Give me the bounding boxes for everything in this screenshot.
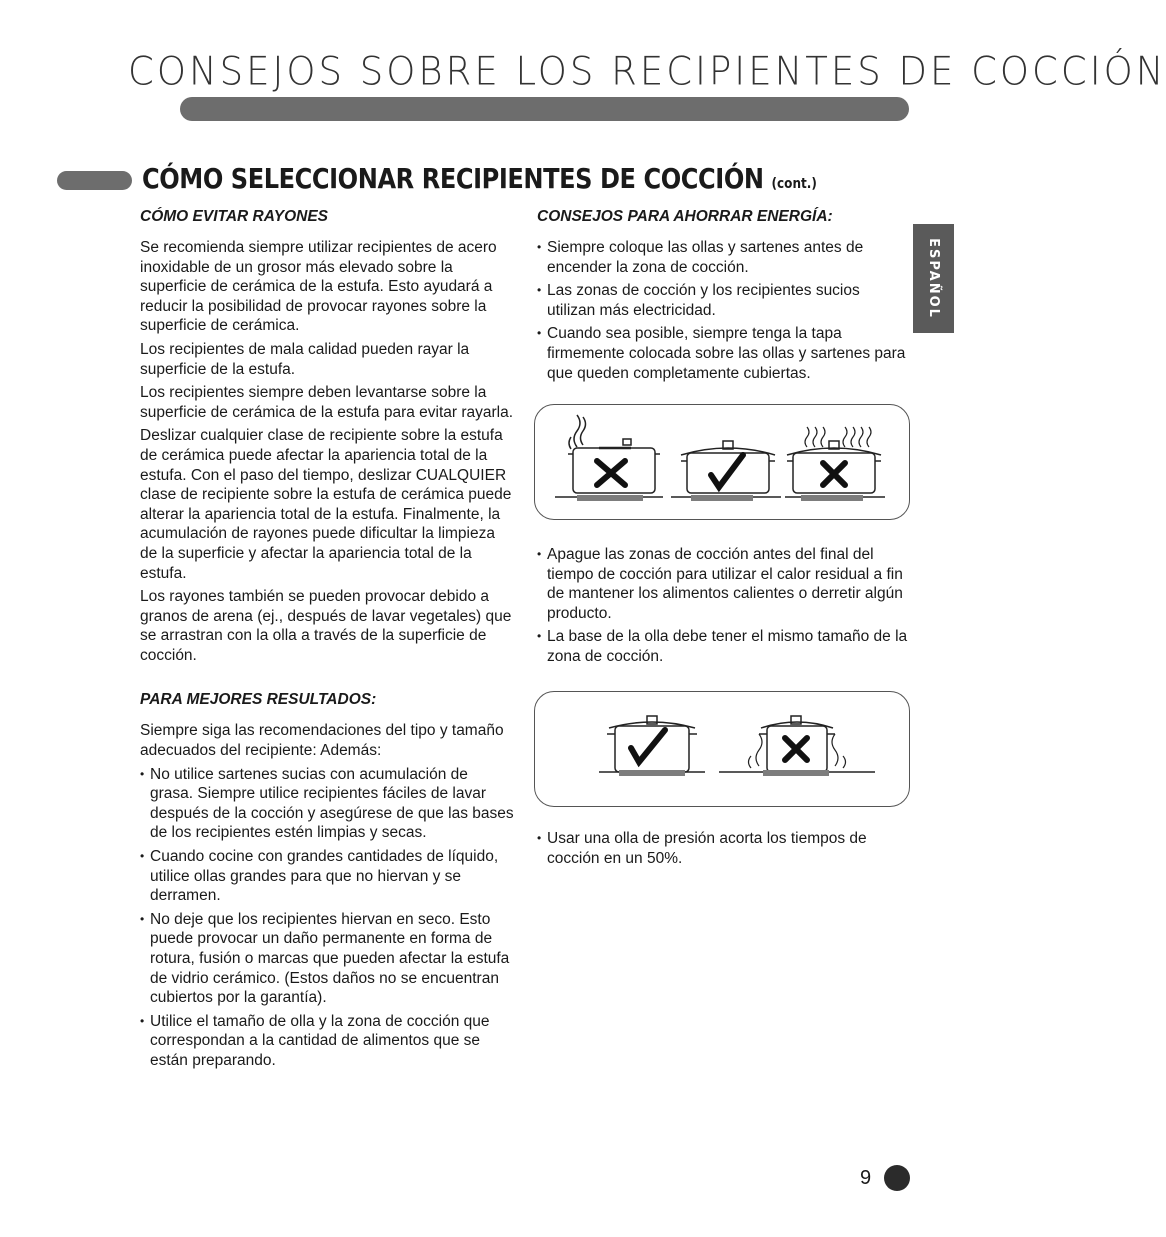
resultados-heading: PARA MEJORES RESULTADOS: bbox=[140, 691, 377, 709]
page-number: 9 bbox=[860, 1167, 872, 1189]
list-item: • No deje que los recipientes hiervan en seco. Esto puede provocar un daño permanente en forma de rotura, fusión o marcas que pueden afectar la estufa de vidrio cerámico. (Estos daños no se encuentran cubiertos por la garantía). bbox=[140, 910, 515, 1008]
pot-lid-illustration bbox=[535, 405, 909, 519]
pot-size-illustration bbox=[535, 692, 909, 806]
section-title-suffix: (cont.) bbox=[771, 176, 817, 192]
resultados-intro: Siempre siga las recomendaciones del tipo y tamaño adecuados del recipiente: Además: bbox=[140, 722, 504, 760]
pot-size-figure bbox=[534, 691, 910, 807]
pot-lid-figure bbox=[534, 404, 910, 520]
rayones-paragraph: Los recipientes siempre deben levantarse sobre la superficie de cerámica de la estufa para evitar rayarla. bbox=[140, 384, 514, 421]
right-column-middle bbox=[537, 545, 912, 671]
language-tab bbox=[913, 224, 954, 333]
list-item: • Apague las zonas de cocción antes del final del tiempo de cocción para utilizar el calor residual a fin de mantener los alimentos calientes o derretir algún producto. bbox=[537, 545, 912, 623]
rayones-paragraph: Deslizar cualquier clase de recipiente sobre la estufa de cerámica puede afectar la apariencia total de la estufa. Con el paso del tiempo, deslizar CUALQUIER clase de recipiente sobre la estufa de cerámica puede alterar la apariencia total de la estufa. Finalmente, la acumulación de rayones puede dificultar la limpieza de la superficie y afectar la apariencia total de la estufa. bbox=[140, 427, 512, 582]
resultados-list bbox=[140, 765, 515, 1071]
lg-logo bbox=[884, 1165, 910, 1191]
rayones-heading: CÓMO EVITAR RAYONES bbox=[140, 208, 329, 225]
right-column bbox=[537, 207, 912, 387]
energia-list-c bbox=[537, 829, 912, 868]
list-item: • Las zonas de cocción y los recipientes sucios utilizan más electricidad. bbox=[537, 281, 912, 320]
energia-heading: CONSEJOS PARA AHORRAR ENERGÍA: bbox=[537, 208, 833, 225]
title-bar bbox=[180, 97, 909, 121]
cross-icon bbox=[823, 463, 845, 485]
main-title: CONSEJOS SOBRE LOS RECIPIENTES DE COCCIÓN bbox=[128, 48, 1166, 95]
list-item: • La base de la olla debe tener el mismo tamaño de la zona de cocción. bbox=[537, 627, 912, 666]
energia-list-a bbox=[537, 238, 912, 383]
section-title bbox=[142, 162, 817, 195]
list-item: • Utilice el tamaño de olla y la zona de cocción que correspondan a la cantidad de alimentos que se están preparando. bbox=[140, 1012, 515, 1071]
cross-icon bbox=[597, 461, 625, 485]
right-column-bottom bbox=[537, 829, 912, 872]
rayones-paragraph: Se recomienda siempre utilizar recipientes de acero inoxidable de un grosor más elevado sobre la superficie de cerámica de la estufa. Esto ayudará a reducir la posibilidad de provocar rayones sobre la superficie de cerámica. bbox=[140, 239, 497, 335]
energia-list-b bbox=[537, 545, 912, 667]
list-item: • Cuando sea posible, siempre tenga la tapa firmemente colocada sobre las ollas y sartenes para que queden completamente cubiertas. bbox=[537, 324, 912, 383]
fig2-marks bbox=[631, 730, 807, 762]
rayones-paragraph: Los recipientes de mala calidad pueden rayar la superficie de la estufa. bbox=[140, 340, 470, 378]
check-icon bbox=[631, 730, 665, 762]
check-icon bbox=[711, 455, 743, 487]
section-title-text: CÓMO SELECCIONAR RECIPIENTES DE COCCIÓN bbox=[142, 162, 764, 195]
list-item: • No utilice sartenes sucias con acumulación de grasa. Siempre utilice recipientes fáciles de lavar después de la cocción y asegúrese de que las bases de los recipientes estén limpias y secas. bbox=[140, 765, 515, 843]
list-item: • Cuando cocine con grandes cantidades de líquido, utilice ollas grandes para que no hiervan y se derramen. bbox=[140, 847, 515, 906]
list-item: • Usar una olla de presión acorta los tiempos de cocción en un 50%. bbox=[537, 829, 912, 868]
left-column bbox=[140, 207, 515, 1075]
fig1-marks bbox=[597, 455, 845, 487]
list-item: • Siempre coloque las ollas y sartenes antes de encender la zona de cocción. bbox=[537, 238, 912, 277]
section-pill bbox=[57, 171, 132, 190]
cross-icon bbox=[785, 738, 807, 760]
rayones-paragraph: Los rayones también se pueden provocar debido a granos de arena (ej., después de lavar vegetales) que se arrastran con la olla a través de la superficie de cocción. bbox=[140, 588, 512, 664]
language-tab-label: ESPAÑOL bbox=[926, 238, 942, 319]
